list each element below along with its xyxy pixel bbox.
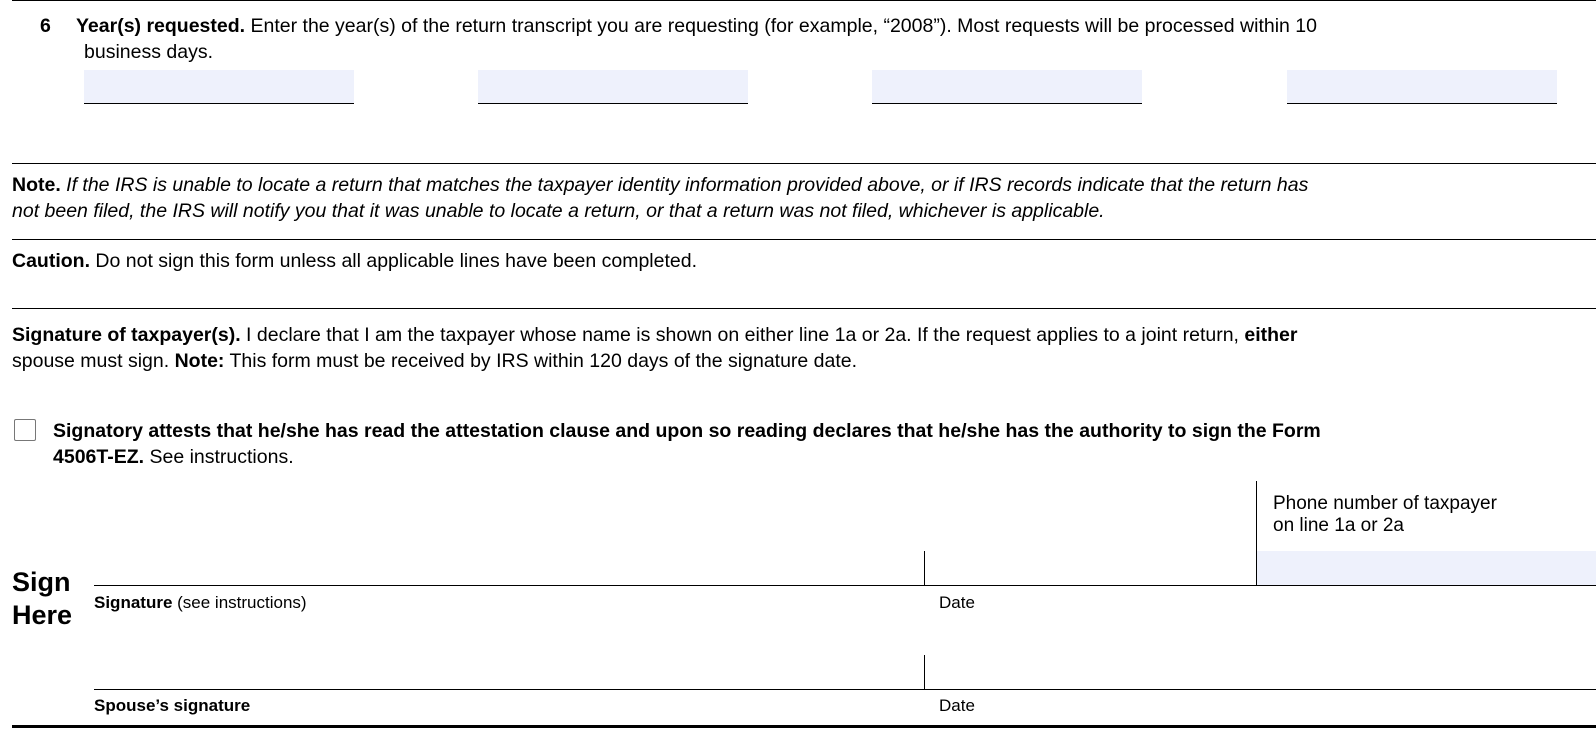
line6-title: Year(s) requested. [76,15,246,37]
phone-label-line1: Phone number of taxpayer [1273,493,1497,514]
signature-date-label: Date [939,593,975,612]
year-field-4[interactable] [1287,70,1557,104]
top-rule [12,0,1596,1]
signature-declaration-line1: Signature of taxpayer(s). I declare that I am the taxpayer whose name is shown on either line 1a or 2a. If the request applies to a joint return, either [12,324,1298,346]
signature-declaration-label: Signature of taxpayer(s). [12,324,241,346]
phone-label-line2: on line 1a or 2a [1273,515,1404,536]
attestation-line1: Signatory attests that he/she has read the attestation clause and upon so reading declares that he/she has the authority to sign the Form [53,420,1321,442]
spouse-signature-label: Spouse’s signature [94,696,251,715]
divider-signature-top [12,308,1596,309]
here-label: Here [12,600,73,630]
year-field-1[interactable] [84,70,354,104]
signature-declaration-line2: spouse must sign. Note: This form must be received by IRS within 120 days of the signature date. [12,350,858,372]
sign-label: Sign [12,567,71,597]
year-field-3[interactable] [872,70,1142,104]
note-line1: Note. If the IRS is unable to locate a return that matches the taxpayer identity information provided above, or if IRS records indicate that the return has [12,174,1309,196]
spouse-date-separator [924,655,925,689]
attestation-checkbox[interactable] [14,419,36,441]
signature-line[interactable] [94,585,1596,586]
spouse-signature-line[interactable] [94,689,1596,690]
signature-date-separator [924,551,925,585]
line6-instructions: Enter the year(s) of the return transcript you are requesting (for example, “2008”). Most requests will be processed within 10 [245,15,1317,37]
caution-text: Caution. Do not sign this form unless all applicable lines have been completed. [12,250,698,272]
spouse-date-label: Date [939,696,975,715]
line6-text [76,13,1317,39]
phone-number-field[interactable] [1257,551,1596,585]
divider-note-top [12,163,1596,164]
line6-text-cont: business days. [84,41,213,63]
line6-number: 6 [40,15,51,37]
signature-label: Signature (see instructions) [94,593,307,612]
divider-caution-top [12,239,1596,240]
caution-label: Caution. [12,250,90,272]
note-line2: not been filed, the IRS will notify you that it was unable to locate a return, or that a return was not filed, whichever is applicable. [12,200,1105,222]
note-label: Note. [12,174,61,196]
attestation-line2: 4506T-EZ. See instructions. [53,446,294,468]
bottom-rule [12,725,1596,728]
year-field-2[interactable] [478,70,748,104]
